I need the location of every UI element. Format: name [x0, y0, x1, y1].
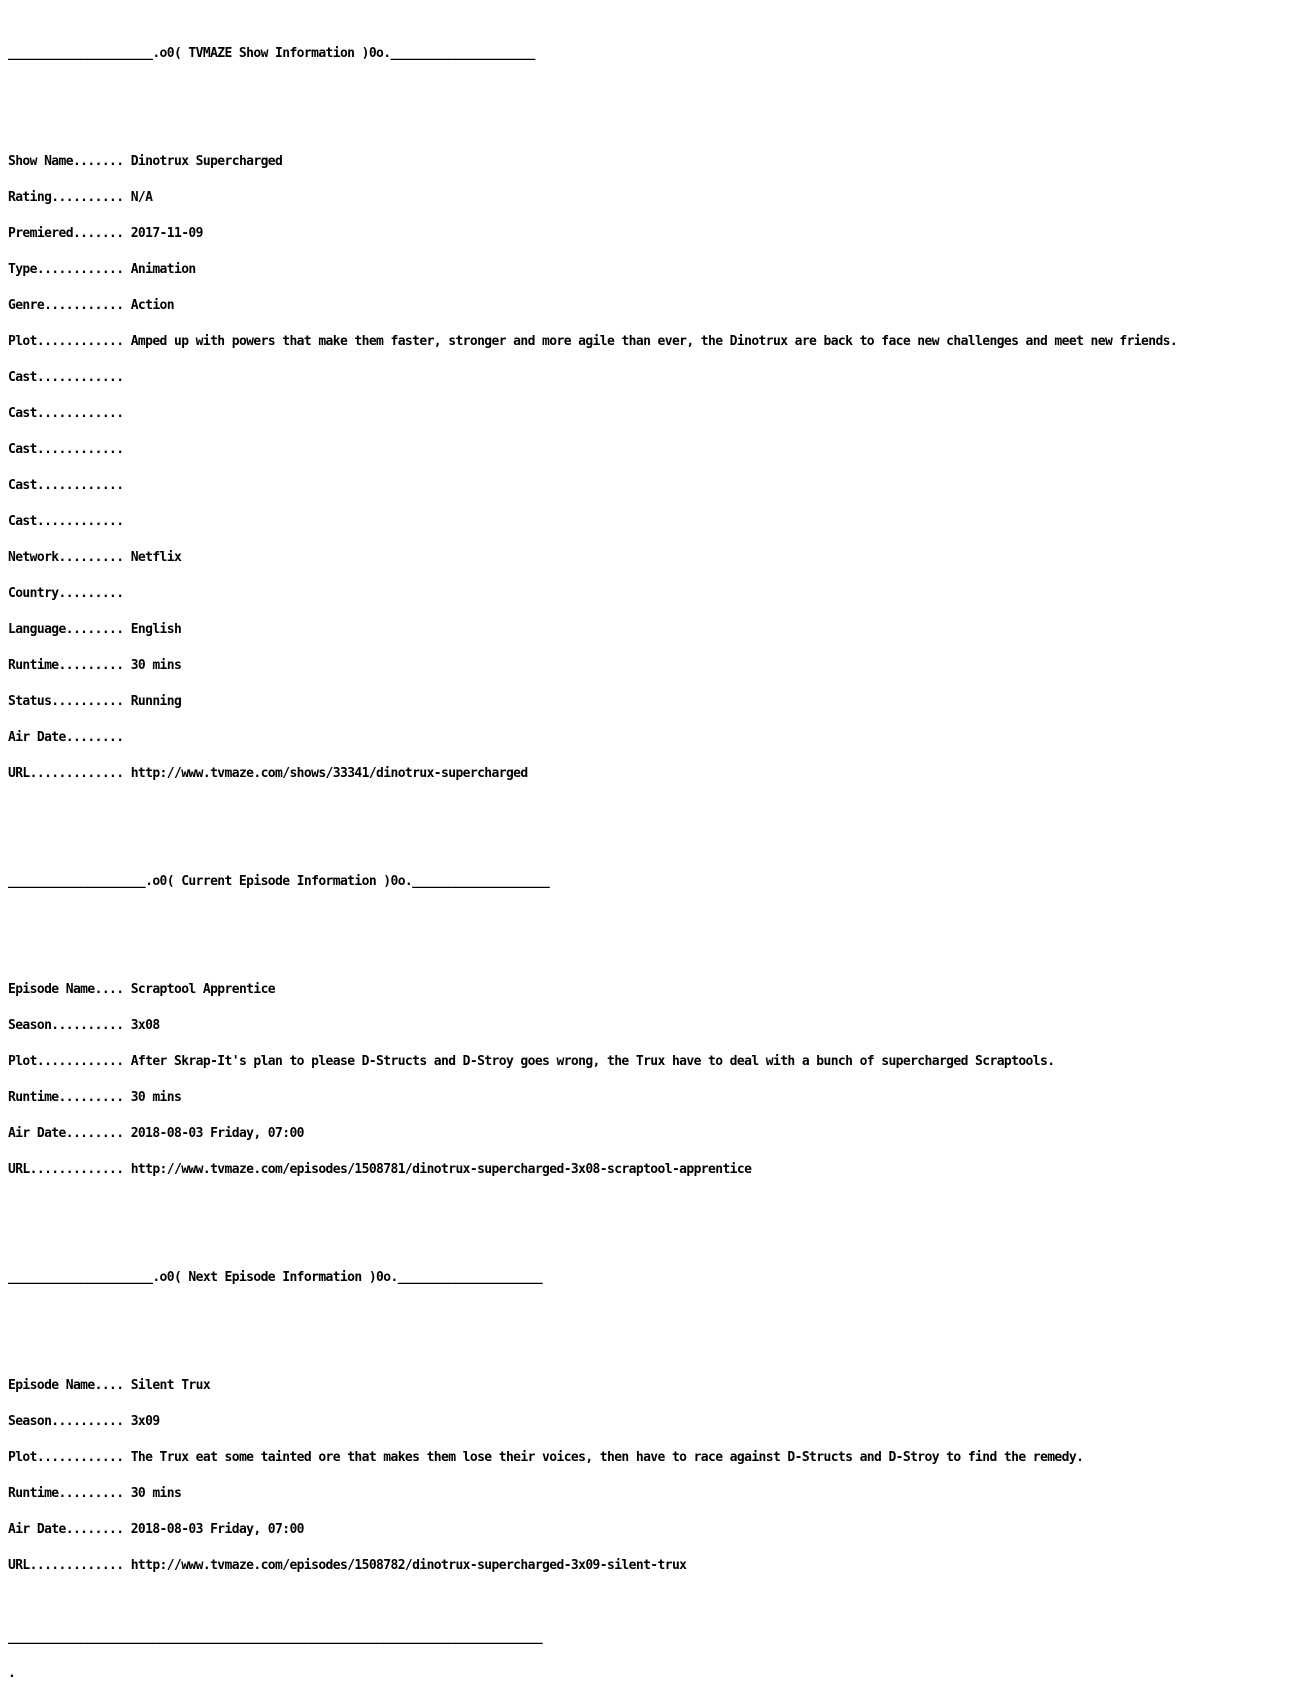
field-value: http://www.tvmaze.com/episodes/1508781/dinotrux-supercharged-3x08-scraptool-apprentice: [130, 1162, 752, 1177]
field-label: URL.............: [8, 766, 131, 781]
field-label: Rating..........: [8, 190, 131, 205]
info-row-air-date: [8, 1128, 1308, 1140]
field-value: English: [130, 622, 182, 637]
info-row-premiered: [8, 228, 1308, 240]
field-label: Runtime.........: [8, 1090, 131, 1105]
spacer: [8, 1236, 1308, 1248]
field-label: Country.........: [8, 586, 131, 601]
field-label: Plot............: [8, 334, 131, 349]
field-label: Plot............: [8, 1054, 131, 1069]
info-row-runtime: [8, 660, 1308, 672]
field-value: Dinotrux Supercharged: [130, 154, 283, 169]
field-value: http://www.tvmaze.com/episodes/1508782/dinotrux-supercharged-3x09-silent-trux: [130, 1558, 687, 1573]
field-value: Silent Trux: [130, 1378, 211, 1393]
field-value: Animation: [130, 262, 196, 277]
info-row-runtime: [8, 1488, 1308, 1500]
console-output: [8, 12, 1308, 1704]
spacer: [8, 1308, 1308, 1320]
info-row-plot: [8, 1056, 1308, 1068]
field-label: Cast............: [8, 406, 131, 421]
field-label: Air Date........: [8, 1522, 131, 1537]
field-value: Netflix: [130, 550, 182, 565]
next-episode-list: [8, 1356, 1308, 1596]
field-value: N/A: [130, 190, 153, 205]
field-label: URL.............: [8, 1162, 131, 1177]
field-value: 30 mins: [130, 1486, 182, 1501]
field-label: Status..........: [8, 694, 131, 709]
field-label: Runtime.........: [8, 658, 131, 673]
field-label: Episode Name....: [8, 1378, 131, 1393]
info-row-show-name: [8, 156, 1308, 168]
field-label: Runtime.........: [8, 1486, 131, 1501]
field-label: Season..........: [8, 1414, 131, 1429]
field-value: 30 mins: [130, 658, 182, 673]
field-label: Cast............: [8, 442, 131, 457]
current-episode-list: [8, 960, 1308, 1200]
field-label: Cast............: [8, 370, 131, 385]
field-value: Amped up with powers that make them faster, stronger and more agile than ever, the Dinotrux are back to face new challenges and meet new friends.: [130, 334, 1178, 349]
info-row-cast: [8, 444, 1308, 456]
field-label: Plot............: [8, 1450, 131, 1465]
field-label: Language........: [8, 622, 131, 637]
info-row-url: [8, 1560, 1308, 1572]
spacer: [8, 912, 1308, 924]
info-row-language: [8, 624, 1308, 636]
console-prompt[interactable]: .: [8, 1666, 16, 1681]
info-row-cast: [8, 480, 1308, 492]
field-label: Cast............: [8, 478, 131, 493]
field-label: Season..........: [8, 1018, 131, 1033]
info-row-air-date: [8, 1524, 1308, 1536]
info-row-air-date: [8, 732, 1308, 744]
info-row-network: [8, 552, 1308, 564]
spacer: [8, 84, 1308, 96]
info-row-status: [8, 696, 1308, 708]
field-label: Air Date........: [8, 730, 131, 745]
field-label: Cast............: [8, 514, 131, 529]
show-section-header: ____________________.o0( TVMAZE Show Information )0o.____________________: [8, 46, 535, 61]
field-value: Running: [130, 694, 182, 709]
footer-rule: __________________________________________________________________________: [8, 1630, 543, 1645]
field-value: Scraptool Apprentice: [130, 982, 276, 997]
info-row-episode-name: [8, 984, 1308, 996]
field-label: URL.............: [8, 1558, 131, 1573]
info-row-episode-name: [8, 1380, 1308, 1392]
info-row-plot: [8, 1452, 1308, 1464]
field-value: 30 mins: [130, 1090, 182, 1105]
info-row-season: [8, 1416, 1308, 1428]
field-value: After Skrap-It's plan to please D-Structs and D-Stroy goes wrong, the Trux have to deal with a bunch of supercharged Scraptools.: [130, 1054, 1055, 1069]
field-value: 2017-11-09: [130, 226, 203, 241]
field-label: Episode Name....: [8, 982, 131, 997]
info-row-url: [8, 768, 1308, 780]
info-row-cast: [8, 408, 1308, 420]
info-row-season: [8, 1020, 1308, 1032]
info-row-cast: [8, 372, 1308, 384]
field-value: Action: [130, 298, 174, 313]
info-row-rating: [8, 192, 1308, 204]
field-label: Premiered.......: [8, 226, 131, 241]
next-episode-section-header: ____________________.o0( Next Episode Information )0o.____________________: [8, 1270, 543, 1285]
show-info-list: [8, 132, 1308, 804]
field-value: 3x09: [130, 1414, 160, 1429]
field-label: Genre...........: [8, 298, 131, 313]
field-label: Air Date........: [8, 1126, 131, 1141]
field-value: http://www.tvmaze.com/shows/33341/dinotrux-supercharged: [130, 766, 528, 781]
info-row-type: [8, 264, 1308, 276]
field-label: Type............: [8, 262, 131, 277]
spacer: [8, 840, 1308, 852]
field-value: The Trux eat some tainted ore that makes them lose their voices, then have to race against D-Structs and D-Stroy to find the remedy.: [130, 1450, 1084, 1465]
field-value: 2018-08-03 Friday, 07:00: [130, 1522, 304, 1537]
current-episode-section-header: ___________________.o0( Current Episode Information )0o.___________________: [8, 874, 550, 889]
info-row-plot: [8, 336, 1308, 348]
info-row-genre: [8, 300, 1308, 312]
info-row-cast: [8, 516, 1308, 528]
info-row-country: [8, 588, 1308, 600]
field-label: Show Name.......: [8, 154, 131, 169]
info-row-runtime: [8, 1092, 1308, 1104]
field-value: 2018-08-03 Friday, 07:00: [130, 1126, 304, 1141]
info-row-url: [8, 1164, 1308, 1176]
field-value: 3x08: [130, 1018, 160, 1033]
field-label: Network.........: [8, 550, 131, 565]
